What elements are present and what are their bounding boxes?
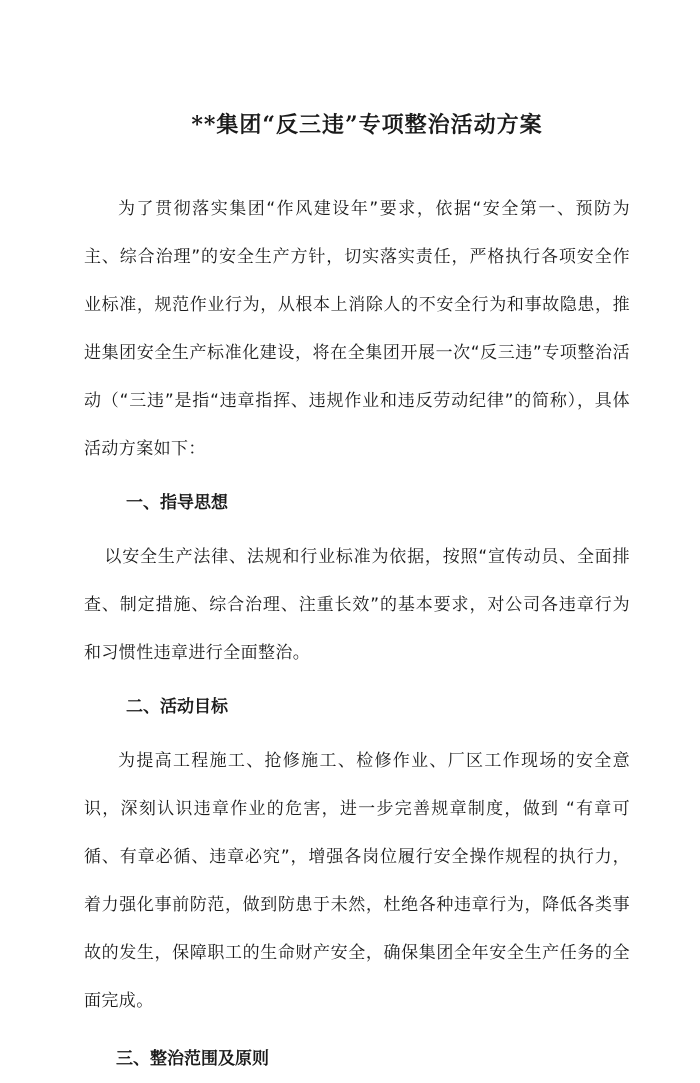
section-body-guiding-ideology: 以安全生产法律、法规和行业标准为依据，按照“宣传动员、全面排查、制定措施、综合治理、注重长效”的基本要求，对公司各违章行为和习惯性违章进行全面整治。: [84, 547, 630, 663]
intro-paragraph: 为了贯彻落实集团“作风建设年”要求，依据“安全第一、预防为主、综合治理”的安全生产方针，切实落实责任，严格执行各项安全作业标准，规范作业行为，从根本上消除人的不安全行为和事故隐患，推进集团安全生产标准化建设，将在全集团开展一次“反三违”专项整治活动（“三违”是指“违章指挥、违规作业和违反劳动纪律”的简称），具体活动方案如下：: [84, 199, 630, 459]
section-heading-scope-principles: 三、整治范围及原则: [116, 1049, 269, 1069]
section-body-activity-goals: 为提高工程施工、抢修施工、检修作业、厂区工作现场的安全意识，深刻认识违章作业的危害，进一步完善规章制度，做到 “有章可循、有章必循、违章必究”，增强各岗位履行安全操作规程的执行力，着力强化事前防范，做到防患于未然，杜绝各种违章行为，降低各类事故的发生，保障职工的生命财产安全，确保集团全年安全生产任务的全面完成。: [84, 751, 630, 1011]
section-heading-activity-goals: 二、活动目标: [126, 697, 228, 717]
section-heading-guiding-ideology: 一、指导思想: [126, 493, 228, 513]
document-title: **集团“反三违”专项整治活动方案: [191, 112, 543, 138]
